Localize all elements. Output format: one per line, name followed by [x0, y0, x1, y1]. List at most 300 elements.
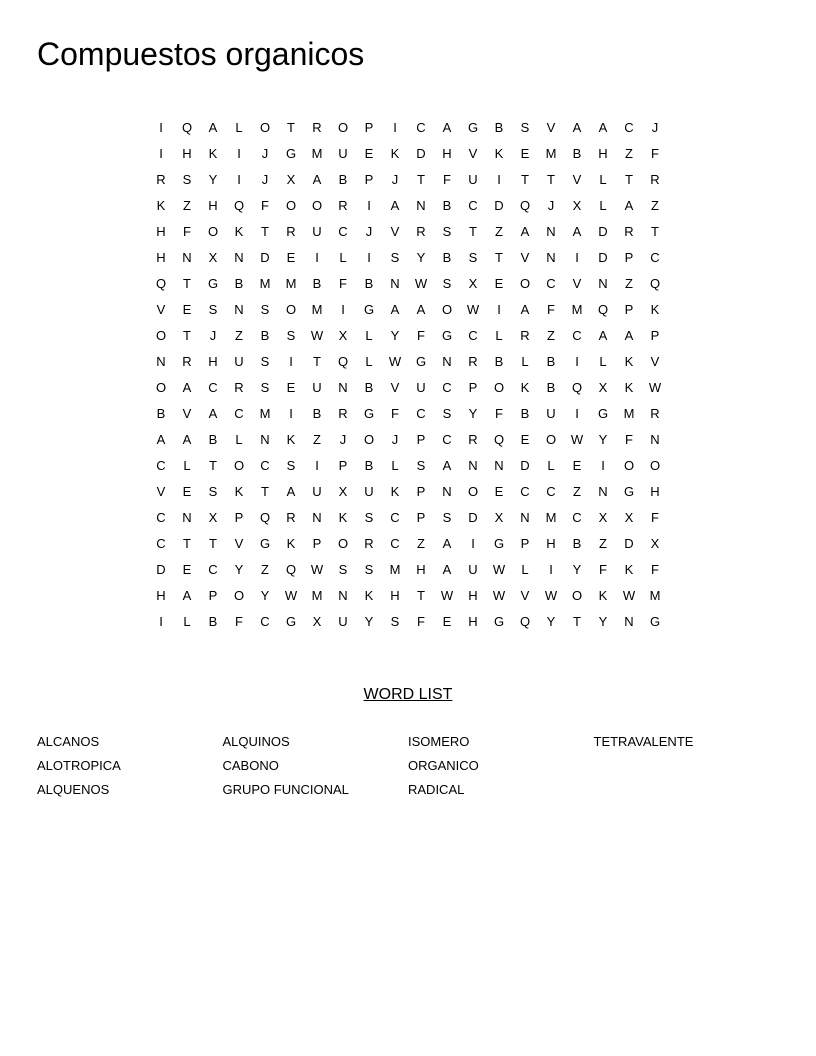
grid-letter: F: [261, 198, 269, 213]
grid-letter: E: [182, 562, 192, 577]
grid-letter: Q: [259, 510, 271, 525]
grid-letter: T: [625, 172, 633, 187]
grid-letter: G: [363, 406, 375, 421]
grid-letter: J: [391, 432, 399, 447]
grid-letter: U: [468, 172, 478, 187]
grid-letter: X: [494, 510, 504, 525]
grid-letter: B: [208, 614, 218, 629]
grid-letter: N: [546, 224, 556, 239]
grid-letter: Y: [468, 406, 478, 421]
grid-letter: L: [599, 198, 607, 213]
grid-letter: X: [468, 276, 478, 291]
grid-letter: F: [391, 406, 399, 421]
grid-letter: N: [416, 198, 426, 213]
grid-letter: H: [208, 198, 218, 213]
grid-letter: I: [367, 250, 371, 265]
grid-letter: Y: [234, 562, 244, 577]
grid-letter: I: [549, 562, 553, 577]
grid-letter: T: [313, 354, 321, 369]
grid-letter: L: [521, 562, 529, 577]
grid-letter: S: [260, 354, 270, 369]
grid-letter: D: [468, 510, 478, 525]
grid-letter: S: [390, 250, 400, 265]
grid-letter: Z: [417, 536, 425, 551]
grid-letter: S: [416, 458, 426, 473]
grid-letter: Y: [598, 614, 608, 629]
word-list-item: ALQUENOS: [37, 782, 110, 797]
grid-letter: Z: [495, 224, 503, 239]
grid-letter: B: [364, 276, 374, 291]
grid-letter: P: [624, 302, 634, 317]
grid-letter: C: [416, 120, 426, 135]
grid-letter: W: [492, 562, 506, 577]
grid-letter: O: [441, 302, 453, 317]
grid-letter: F: [417, 328, 425, 343]
grid-letter: Q: [285, 562, 297, 577]
grid-letter: K: [520, 380, 530, 395]
grid-letter: R: [234, 380, 244, 395]
grid-letter: N: [260, 432, 270, 447]
grid-letter: U: [312, 484, 322, 499]
word-list-item: ALCANOS: [37, 734, 100, 749]
grid-letter: M: [389, 562, 401, 577]
grid-letter: S: [338, 562, 348, 577]
grid-letter: K: [624, 562, 634, 577]
grid-letter: C: [546, 276, 556, 291]
grid-letter: T: [209, 458, 217, 473]
grid-letter: N: [494, 458, 504, 473]
grid-letter: J: [339, 432, 347, 447]
grid-letter: N: [234, 250, 244, 265]
grid-letter: H: [182, 146, 192, 161]
grid-letter: C: [156, 510, 166, 525]
grid-letter: Q: [519, 614, 531, 629]
grid-letter: N: [598, 484, 608, 499]
grid-letter: D: [598, 250, 608, 265]
grid-letter: V: [390, 380, 400, 395]
grid-letter: H: [546, 536, 556, 551]
grid-letter: M: [649, 588, 661, 603]
grid-letter: U: [546, 406, 556, 421]
grid-letter: T: [495, 250, 503, 265]
grid-letter: H: [208, 354, 218, 369]
grid-letter: W: [284, 588, 298, 603]
grid-letter: F: [651, 562, 659, 577]
grid-letter: E: [494, 276, 504, 291]
grid-letter: U: [312, 224, 322, 239]
grid-letter: Q: [155, 276, 167, 291]
grid-letter: C: [390, 536, 400, 551]
grid-letter: P: [234, 510, 244, 525]
grid-letter: X: [598, 380, 608, 395]
grid-letter: L: [183, 614, 191, 629]
grid-letter: P: [208, 588, 218, 603]
grid-letter: E: [286, 380, 296, 395]
grid-letter: Q: [493, 432, 505, 447]
grid-letter: H: [442, 146, 452, 161]
grid-letter: I: [237, 172, 241, 187]
grid-letter: C: [572, 510, 582, 525]
grid-letter: M: [545, 510, 557, 525]
grid-letter: A: [286, 484, 296, 499]
grid-letter: C: [416, 406, 426, 421]
grid-letter: N: [520, 510, 530, 525]
grid-letter: F: [625, 432, 633, 447]
grid-letter: W: [414, 276, 428, 291]
grid-letter: Z: [547, 328, 555, 343]
grid-letter: I: [575, 354, 579, 369]
grid-letter: U: [416, 380, 426, 395]
grid-letter: C: [338, 224, 348, 239]
grid-letter: E: [442, 614, 452, 629]
grid-letter: A: [442, 562, 452, 577]
grid-letter: B: [572, 146, 582, 161]
grid-letter: W: [388, 354, 402, 369]
grid-letter: K: [286, 432, 296, 447]
grid-letter: I: [159, 120, 163, 135]
grid-letter: H: [390, 588, 400, 603]
word-list-item: ALQUINOS: [222, 734, 290, 749]
grid-letter: O: [623, 458, 635, 473]
grid-letter: R: [286, 510, 296, 525]
grid-letter: J: [209, 328, 217, 343]
grid-letter: N: [650, 432, 660, 447]
grid-letter: S: [260, 380, 270, 395]
grid-letter: L: [599, 172, 607, 187]
grid-letter: A: [520, 224, 530, 239]
grid-letter: J: [651, 120, 659, 135]
grid-letter: I: [159, 614, 163, 629]
grid-letter: L: [547, 458, 555, 473]
grid-letter: C: [572, 328, 582, 343]
grid-letter: Y: [416, 250, 426, 265]
grid-letter: V: [572, 172, 582, 187]
grid-letter: B: [520, 406, 530, 421]
grid-letter: T: [417, 588, 425, 603]
grid-letter: R: [468, 354, 478, 369]
grid-letter: B: [494, 120, 504, 135]
grid-letter: S: [182, 172, 192, 187]
grid-letter: I: [393, 120, 397, 135]
grid-letter: S: [442, 224, 452, 239]
grid-letter: L: [183, 458, 191, 473]
grid-letter: H: [156, 588, 166, 603]
grid-letter: E: [520, 432, 530, 447]
grid-letter: H: [468, 588, 478, 603]
grid-letter: V: [650, 354, 660, 369]
grid-letter: P: [416, 432, 426, 447]
grid-letter: S: [364, 510, 374, 525]
grid-letter: L: [339, 250, 347, 265]
grid-letter: W: [570, 432, 584, 447]
grid-letter: E: [572, 458, 582, 473]
grid-letter: Q: [571, 380, 583, 395]
grid-letter: K: [234, 484, 244, 499]
grid-letter: O: [519, 276, 531, 291]
grid-letter: N: [546, 250, 556, 265]
grid-letter: R: [650, 406, 660, 421]
grid-letter: K: [598, 588, 608, 603]
grid-letter: R: [156, 172, 166, 187]
grid-letter: X: [338, 484, 348, 499]
grid-letter: W: [440, 588, 454, 603]
grid-letter: I: [289, 406, 293, 421]
grid-letter: C: [468, 198, 478, 213]
grid-letter: V: [468, 146, 478, 161]
grid-letter: V: [546, 120, 556, 135]
grid-letter: L: [365, 328, 373, 343]
grid-letter: A: [312, 172, 322, 187]
grid-letter: U: [338, 146, 348, 161]
grid-letter: Q: [597, 302, 609, 317]
grid-letter: A: [442, 458, 452, 473]
grid-letter: F: [417, 614, 425, 629]
grid-letter: K: [286, 536, 296, 551]
grid-letter: X: [208, 250, 218, 265]
grid-letter: O: [545, 432, 557, 447]
grid-letter: N: [338, 588, 348, 603]
grid-letter: M: [311, 146, 323, 161]
grid-letter: C: [442, 432, 452, 447]
grid-letter: L: [521, 354, 529, 369]
grid-letter: N: [442, 484, 452, 499]
grid-letter: P: [364, 120, 374, 135]
grid-letter: D: [598, 224, 608, 239]
grid-letter: H: [598, 146, 608, 161]
grid-letter: R: [650, 172, 660, 187]
grid-letter: K: [234, 224, 244, 239]
grid-letter: C: [390, 510, 400, 525]
grid-letter: I: [315, 458, 319, 473]
grid-letter: I: [289, 354, 293, 369]
grid-letter: A: [416, 302, 426, 317]
grid-letter: A: [598, 120, 608, 135]
grid-letter: B: [364, 458, 374, 473]
grid-letter: K: [650, 302, 660, 317]
grid-letter: K: [390, 146, 400, 161]
grid-letter: N: [598, 276, 608, 291]
grid-letter: G: [415, 354, 427, 369]
grid-letter: I: [575, 250, 579, 265]
grid-letter: G: [285, 146, 297, 161]
grid-letter: R: [624, 224, 634, 239]
grid-letter: D: [156, 562, 166, 577]
grid-letter: G: [649, 614, 661, 629]
grid-letter: O: [155, 380, 167, 395]
grid-letter: Z: [235, 328, 243, 343]
grid-letter: X: [338, 328, 348, 343]
grid-letter: C: [650, 250, 660, 265]
grid-letter: N: [338, 380, 348, 395]
grid-letter: S: [468, 250, 478, 265]
grid-letter: S: [442, 510, 452, 525]
grid-letter: Z: [313, 432, 321, 447]
grid-letter: L: [365, 354, 373, 369]
grid-letter: I: [497, 302, 501, 317]
grid-letter: O: [649, 458, 661, 473]
grid-letter: I: [159, 146, 163, 161]
grid-letter: K: [494, 146, 504, 161]
grid-letter: L: [391, 458, 399, 473]
grid-letter: M: [545, 146, 557, 161]
grid-letter: N: [468, 458, 478, 473]
grid-letter: H: [468, 614, 478, 629]
grid-letter: O: [233, 588, 245, 603]
grid-letter: R: [468, 432, 478, 447]
grid-letter: K: [208, 146, 218, 161]
grid-letter: Q: [337, 354, 349, 369]
grid-letter: R: [182, 354, 192, 369]
grid-letter: T: [209, 536, 217, 551]
grid-letter: B: [156, 406, 166, 421]
grid-letter: B: [260, 328, 270, 343]
grid-letter: B: [234, 276, 244, 291]
grid-letter: C: [234, 406, 244, 421]
grid-letter: G: [259, 536, 271, 551]
grid-letter: Q: [649, 276, 661, 291]
grid-letter: Z: [625, 276, 633, 291]
grid-letter: P: [520, 536, 530, 551]
grid-letter: R: [364, 536, 374, 551]
grid-letter: X: [572, 198, 582, 213]
grid-letter: Y: [208, 172, 218, 187]
letter-grid: [148, 115, 668, 635]
grid-letter: K: [338, 510, 348, 525]
grid-letter: Z: [651, 198, 659, 213]
grid-letter: I: [575, 406, 579, 421]
grid-letter: V: [390, 224, 400, 239]
word-list-item: RADICAL: [408, 782, 465, 797]
grid-letter: I: [601, 458, 605, 473]
grid-letter: F: [651, 146, 659, 161]
grid-letter: T: [261, 484, 269, 499]
grid-letter: A: [390, 198, 400, 213]
grid-letter: R: [416, 224, 426, 239]
grid-letter: B: [494, 354, 504, 369]
grid-letter: S: [208, 484, 218, 499]
grid-letter: H: [156, 250, 166, 265]
grid-letter: Y: [546, 614, 556, 629]
grid-letter: S: [208, 302, 218, 317]
grid-letter: Y: [598, 432, 608, 447]
grid-letter: M: [285, 276, 297, 291]
grid-letter: A: [442, 120, 452, 135]
grid-letter: Z: [599, 536, 607, 551]
grid-letter: K: [624, 354, 634, 369]
grid-letter: V: [520, 250, 530, 265]
grid-letter: G: [597, 406, 609, 421]
grid-letter: J: [365, 224, 373, 239]
grid-letter: U: [468, 562, 478, 577]
grid-letter: G: [363, 302, 375, 317]
grid-letter: Z: [625, 146, 633, 161]
grid-letter: C: [208, 562, 218, 577]
grid-letter: H: [416, 562, 426, 577]
grid-letter: V: [234, 536, 244, 551]
grid-letter: P: [650, 328, 660, 343]
grid-letter: A: [572, 224, 582, 239]
grid-letter: E: [182, 484, 192, 499]
grid-letter: V: [156, 302, 166, 317]
grid-letter: G: [285, 614, 297, 629]
page-title: Compuestos organicos: [37, 36, 365, 72]
grid-letter: D: [494, 198, 504, 213]
grid-letter: N: [312, 510, 322, 525]
grid-letter: S: [390, 614, 400, 629]
grid-letter: F: [443, 172, 451, 187]
grid-letter: C: [468, 328, 478, 343]
grid-letter: L: [235, 432, 243, 447]
grid-letter: S: [260, 302, 270, 317]
grid-letter: F: [547, 302, 555, 317]
grid-letter: C: [156, 536, 166, 551]
grid-letter: M: [259, 276, 271, 291]
grid-letter: R: [312, 120, 322, 135]
grid-letter: A: [624, 198, 634, 213]
grid-letter: T: [261, 224, 269, 239]
grid-letter: W: [310, 328, 324, 343]
grid-letter: B: [546, 380, 556, 395]
grid-letter: E: [520, 146, 530, 161]
grid-letter: R: [286, 224, 296, 239]
grid-letter: T: [469, 224, 477, 239]
grid-letter: E: [364, 146, 374, 161]
grid-letter: I: [497, 172, 501, 187]
grid-letter: B: [442, 250, 452, 265]
grid-letter: U: [338, 614, 348, 629]
grid-letter: S: [442, 276, 452, 291]
grid-letter: Z: [261, 562, 269, 577]
word-list: [37, 730, 779, 802]
grid-letter: A: [182, 380, 192, 395]
grid-letter: V: [572, 276, 582, 291]
grid-letter: Q: [233, 198, 245, 213]
grid-letter: A: [598, 328, 608, 343]
grid-letter: D: [416, 146, 426, 161]
grid-letter: M: [571, 302, 583, 317]
grid-letter: T: [183, 276, 191, 291]
grid-letter: G: [207, 276, 219, 291]
grid-letter: P: [416, 510, 426, 525]
grid-letter: O: [259, 120, 271, 135]
grid-letter: B: [364, 380, 374, 395]
grid-letter: E: [494, 484, 504, 499]
grid-letter: M: [259, 406, 271, 421]
grid-letter: S: [286, 328, 296, 343]
grid-letter: W: [492, 588, 506, 603]
grid-letter: C: [624, 120, 634, 135]
grid-letter: N: [234, 302, 244, 317]
grid-letter: O: [207, 224, 219, 239]
grid-letter: N: [182, 510, 192, 525]
grid-letter: B: [442, 198, 452, 213]
word-list-item: TETRAVALENTE: [593, 734, 694, 749]
grid-letter: Y: [364, 614, 374, 629]
grid-letter: O: [467, 484, 479, 499]
grid-letter: F: [235, 614, 243, 629]
grid-letter: L: [235, 120, 243, 135]
grid-letter: O: [285, 302, 297, 317]
grid-letter: O: [311, 198, 323, 213]
grid-letter: C: [546, 484, 556, 499]
grid-letter: P: [624, 250, 634, 265]
grid-letter: X: [650, 536, 660, 551]
grid-letter: I: [367, 198, 371, 213]
grid-letter: C: [442, 380, 452, 395]
grid-letter: A: [624, 328, 634, 343]
grid-letter: W: [466, 302, 480, 317]
grid-letter: A: [208, 406, 218, 421]
